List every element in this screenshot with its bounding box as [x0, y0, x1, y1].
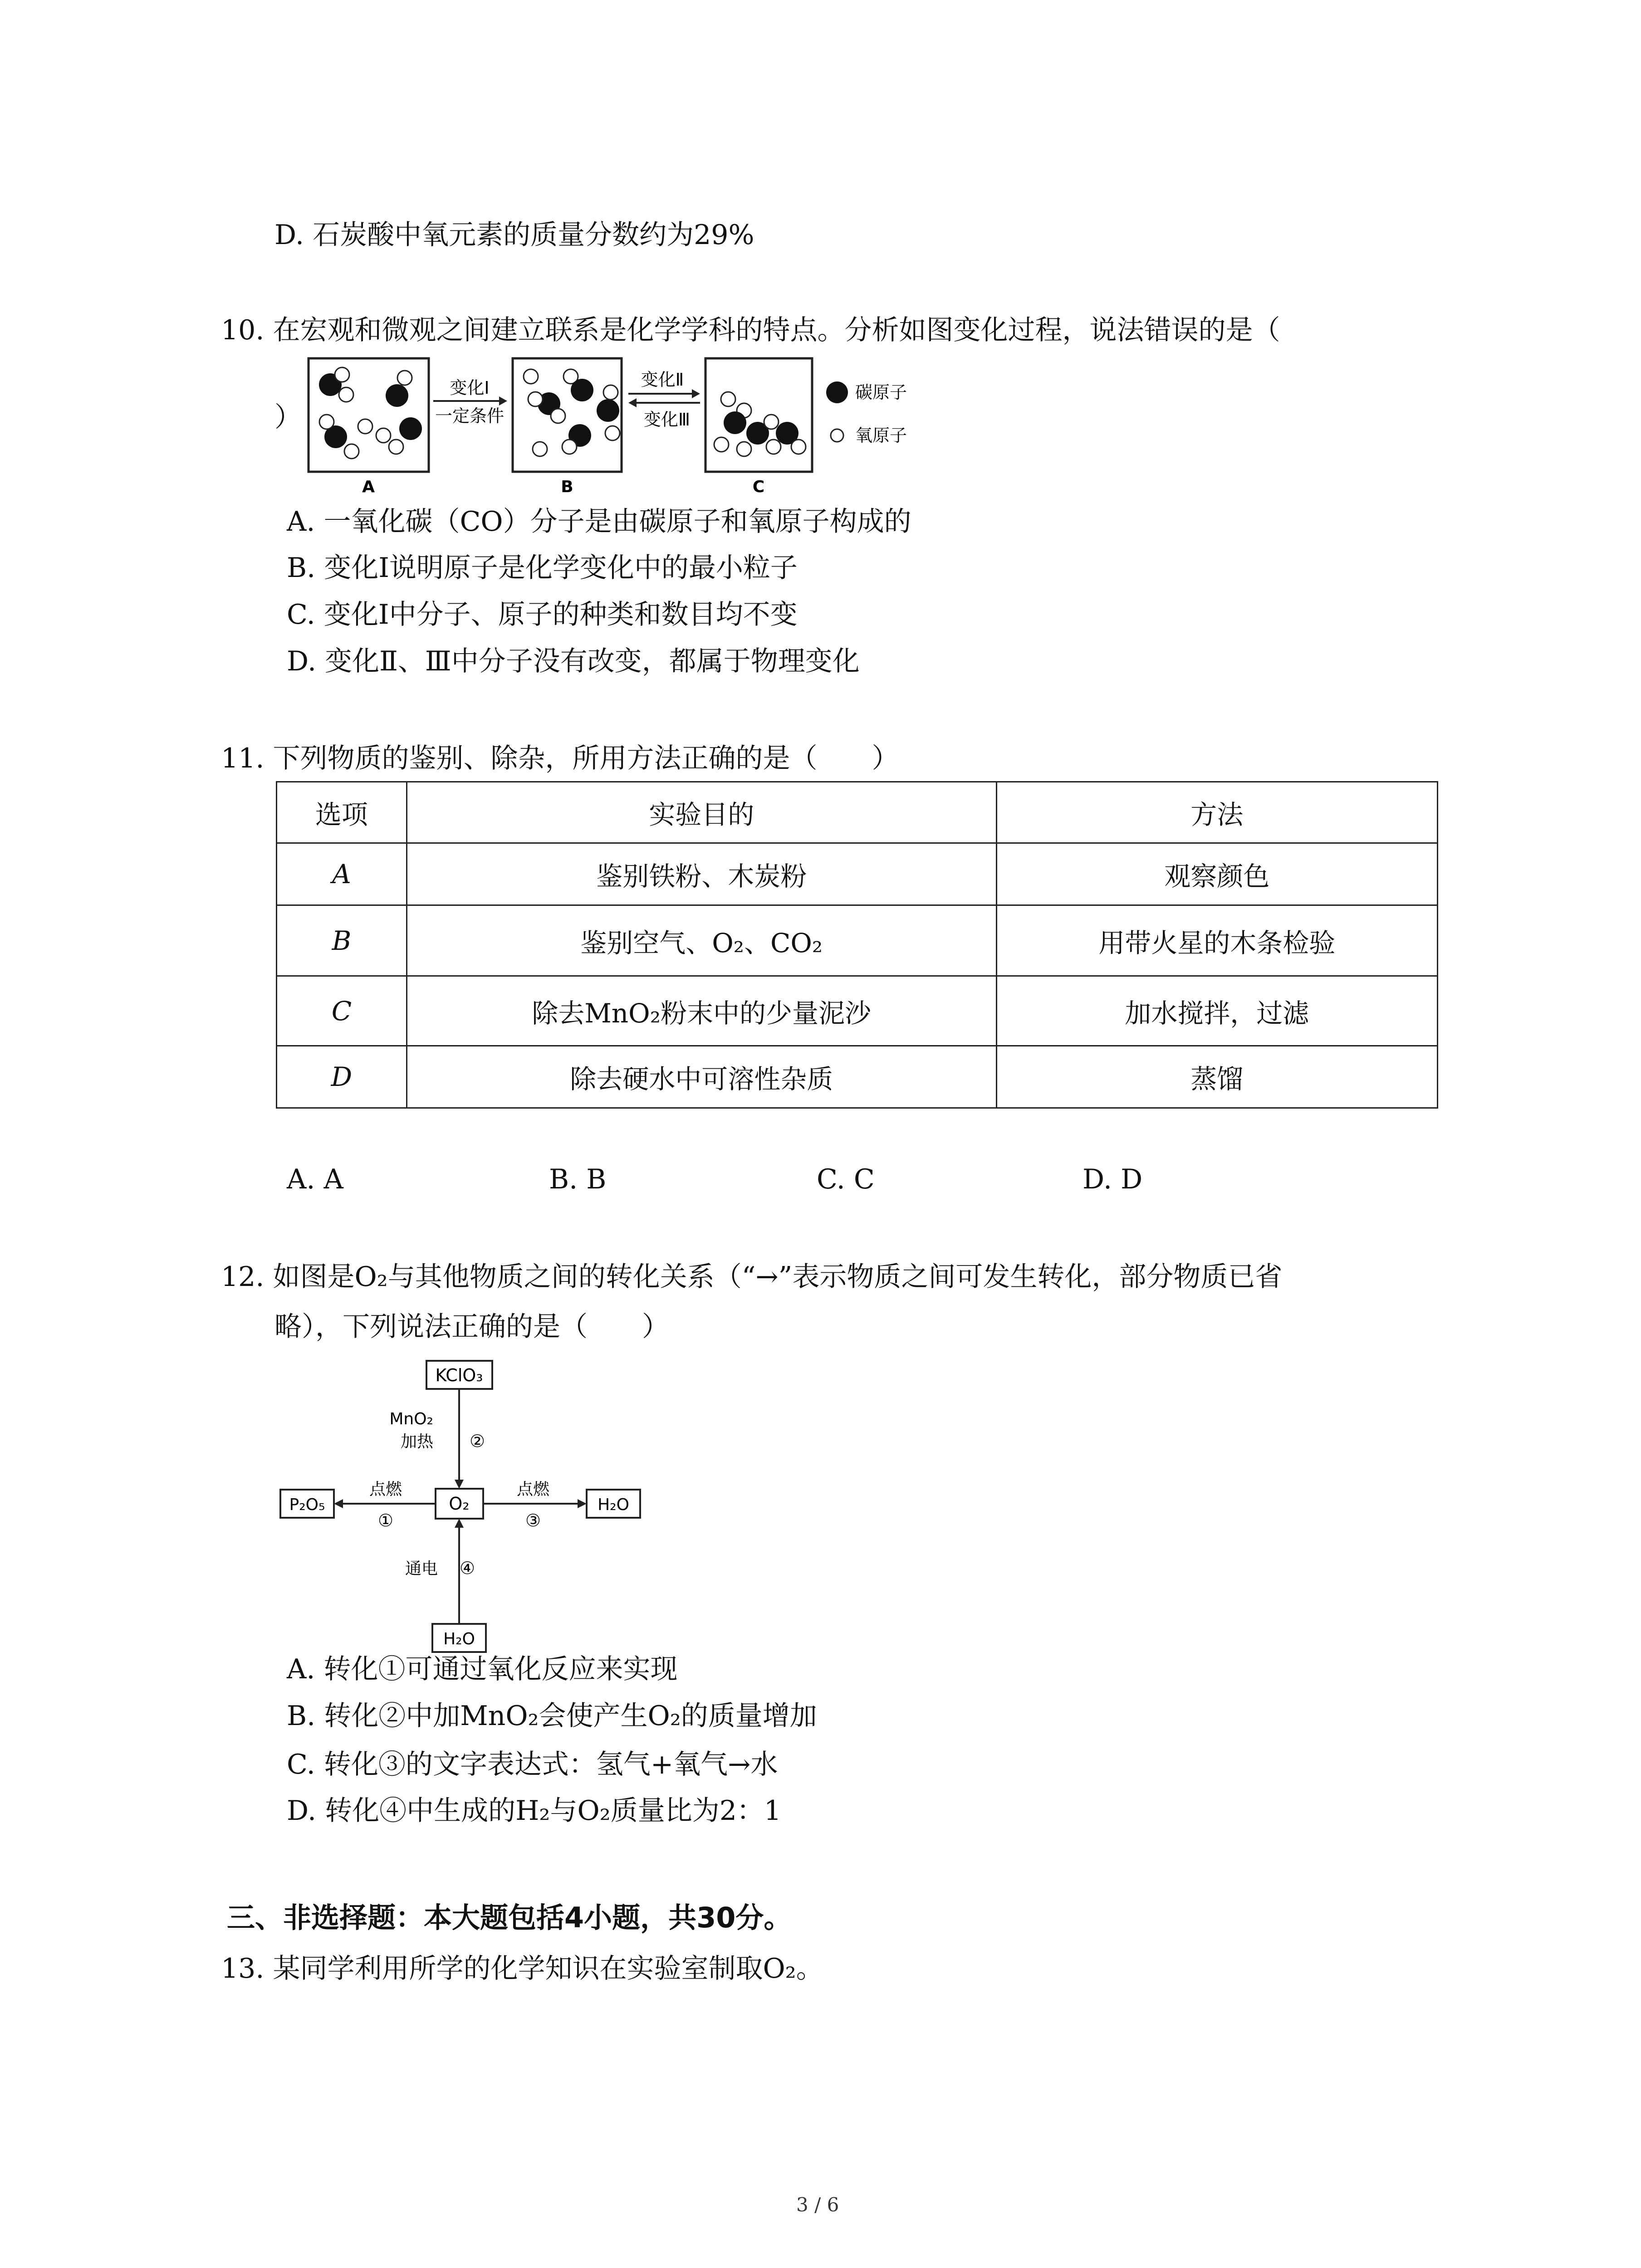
q10-option-b: B. 变化Ⅰ说明原子是化学变化中的最小粒子 [287, 552, 798, 584]
table-header-option: 选项 [277, 782, 407, 843]
table-cell-option: B [277, 905, 407, 976]
q12-right-substance: H₂O [598, 1496, 629, 1514]
q10-arrow1-top-label: 变化Ⅰ [450, 378, 490, 398]
q10-option-c: C. 变化Ⅰ中分子、原子的种类和数目均不变 [287, 599, 798, 631]
q10-molecule-diagram [299, 354, 962, 503]
q10-box-c-label: C [752, 478, 765, 496]
q12-bottom-substance: H₂O [443, 1630, 475, 1648]
q12-left-label: 点燃 [369, 1480, 402, 1499]
q12-num-4: ④ [459, 1558, 475, 1578]
q13-stem: 13. 某同学利用所学的化学知识在实验室制取O₂。 [221, 1953, 823, 1984]
q12-left-substance: P₂O₅ [289, 1496, 325, 1514]
q10-option-d: D. 变化Ⅱ、Ⅲ中分子没有改变，都属于物理变化 [287, 645, 860, 677]
oxygen-atom-legend-icon [831, 429, 843, 442]
q10-stem-line1: 10. 在宏观和微观之间建立联系是化学学科的特点。分析如图变化过程，说法错误的是（ [221, 314, 1280, 346]
q12-option-c: C. 转化③的文字表达式：氢气+氧气→水 [287, 1749, 778, 1780]
q12-heat-label: 加热 [400, 1432, 433, 1451]
table-row [277, 976, 1438, 1046]
q12-catalyst-label: MnO₂ [389, 1410, 433, 1428]
table-header-method: 方法 [996, 782, 1437, 843]
table-cell-option: C [277, 976, 407, 1046]
q11-option-c: C. C [817, 1163, 875, 1195]
q12-bottom-label: 通电 [405, 1559, 438, 1578]
table-row [277, 843, 1438, 905]
q10-stem-line2: ） [274, 401, 302, 433]
table-row [277, 905, 1438, 976]
table-cell-method: 用带火星的木条检验 [996, 905, 1437, 976]
table-cell-method: 加水搅拌，过滤 [996, 976, 1437, 1046]
q12-num-3: ③ [525, 1510, 541, 1530]
table-cell-method: 观察颜色 [996, 843, 1437, 905]
q12-num-1: ① [377, 1510, 394, 1530]
table-cell-purpose: 鉴别铁粉、木炭粉 [407, 843, 996, 905]
q10-box-c [705, 358, 812, 472]
q10-arrow1-bottom-label: 一定条件 [435, 406, 505, 426]
q10-box-a-label: A [362, 478, 375, 496]
q10-arrow2-top-label: 变化Ⅱ [641, 370, 684, 390]
q12-center-substance: O₂ [449, 1494, 470, 1514]
q12-num-2: ② [469, 1431, 485, 1451]
table-cell-option: A [277, 843, 407, 905]
q12-o2-conversion-diagram [277, 1356, 649, 1656]
table-header-row [277, 782, 1438, 843]
section-3-title: 三、非选择题：本大题包括4小题，共30分。 [227, 1901, 792, 1934]
q10-legend-oxygen: 氧原子 [855, 425, 907, 445]
q11-option-d: D. D [1083, 1163, 1143, 1195]
table-cell-purpose: 除去硬水中可溶性杂质 [407, 1046, 996, 1108]
table-cell-purpose: 除去MnO₂粉末中的少量泥沙 [407, 976, 996, 1046]
q11-option-a: A. A [287, 1163, 343, 1195]
table-header-purpose: 实验目的 [407, 782, 996, 843]
q10-legend-carbon: 碳原子 [855, 382, 907, 402]
q11-option-b: B. B [549, 1163, 607, 1195]
q12-right-label: 点燃 [516, 1480, 550, 1499]
q10-arrow3-bottom-label: 变化Ⅲ [643, 410, 691, 430]
q11-stem: 11. 下列物质的鉴别、除杂，所用方法正确的是（ ） [221, 743, 899, 774]
page-number: 3 / 6 [796, 2194, 839, 2216]
carbon-atom-legend-icon [826, 381, 848, 403]
q12-stem-line1: 12. 如图是O₂与其他物质之间的转化关系（“→”表示物质之间可发生转化，部分物质已省 [221, 1261, 1283, 1293]
q12-option-b: B. 转化②中加MnO₂会使产生O₂的质量增加 [287, 1700, 817, 1732]
table-row [277, 1046, 1438, 1108]
q12-top-substance: KClO₃ [435, 1365, 483, 1385]
q11-table [276, 781, 1438, 1109]
q9-option-d: D. 石炭酸中氧元素的质量分数约为29% [274, 219, 754, 251]
q10-box-b-label: B [561, 478, 573, 496]
table-cell-purpose: 鉴别空气、O₂、CO₂ [407, 905, 996, 976]
q12-option-a: A. 转化①可通过氧化反应来实现 [287, 1653, 678, 1685]
table-cell-method: 蒸馏 [996, 1046, 1437, 1108]
q10-option-a: A. 一氧化碳（CO）分子是由碳原子和氧原子构成的 [287, 506, 911, 538]
q12-stem-line2: 略），下列说法正确的是（ ） [274, 1311, 669, 1343]
q12-option-d: D. 转化④中生成的H₂与O₂质量比为2：1 [287, 1795, 782, 1827]
table-cell-option: D [277, 1046, 407, 1108]
